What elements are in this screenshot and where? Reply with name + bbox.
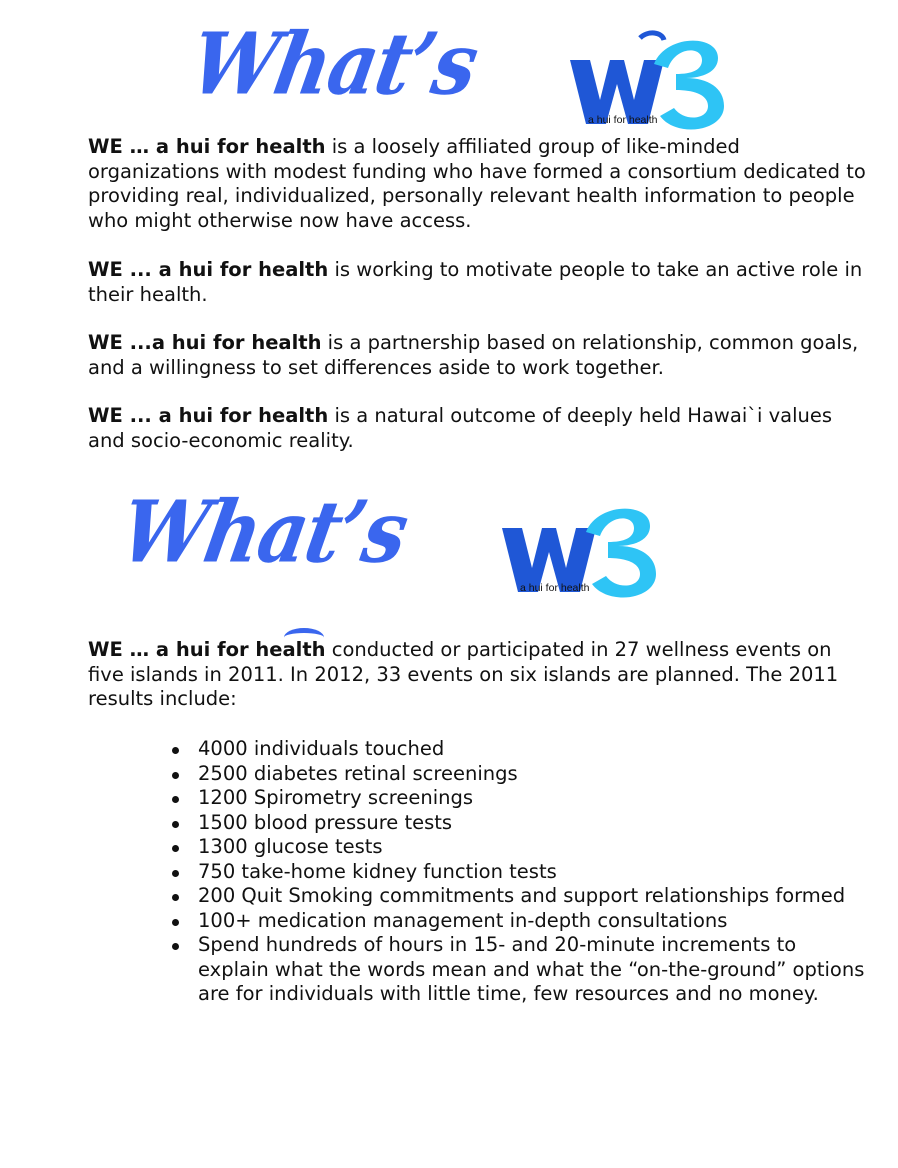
- paragraph-2: [88, 258, 868, 307]
- paragraph-lead: WE ...a hui for health: [88, 331, 322, 354]
- logo-tagline: a hui for health: [520, 582, 590, 594]
- list-item: 4000 individuals touched: [170, 737, 870, 762]
- paragraph-5: [88, 638, 868, 712]
- list-item: 1200 Spirometry screenings: [170, 786, 870, 811]
- paragraph-text: conducted or participated in 27 wellness events on five islands in 2011. In 2012, 33 events on six islands are planned. The 2011 results include:: [88, 638, 839, 710]
- list-item: 1300 glucose tests: [170, 835, 870, 860]
- paragraph-4: [88, 404, 868, 453]
- paragraph-lead: WE … a hui for health: [88, 135, 326, 158]
- paragraph-text: is a natural outcome of deeply held Hawai`i values and socio-economic reality.: [88, 404, 833, 452]
- list-item: 200 Quit Smoking commitments and support relationships formed: [170, 884, 870, 909]
- top-banner: [0, 14, 898, 140]
- paragraph-1: [88, 135, 868, 233]
- paragraph-lead: WE ... a hui for health: [88, 258, 329, 281]
- logo-e-shape: [586, 509, 656, 598]
- paragraph-text: is working to motivate people to take an active role in their health.: [88, 258, 863, 306]
- list-item: 2500 diabetes retinal screenings: [170, 762, 870, 787]
- bullet-icon: [172, 894, 179, 901]
- logo-tagline: a hui for health: [588, 114, 658, 126]
- we-logo: [500, 496, 660, 606]
- bullet-icon: [172, 870, 179, 877]
- bullet-icon: [172, 845, 179, 852]
- logo-e-shape: [654, 41, 724, 130]
- paragraph-3: [88, 331, 868, 380]
- bullet-icon: [172, 796, 179, 803]
- whats-heading: What’s: [183, 14, 484, 114]
- bullet-icon: [172, 772, 179, 779]
- list-item: 750 take-home kidney function tests: [170, 860, 870, 885]
- we-logo: [568, 28, 728, 138]
- results-list: [170, 737, 870, 1007]
- whats-heading: What’s: [113, 482, 414, 582]
- paragraph-text: is a loosely affiliated group of like-minded organizations with modest funding who have formed a consortium dedicated to providing real, individualized, personally relevant health information to people who might otherwise now have access.: [88, 135, 866, 232]
- list-item: 100+ medication management in-depth consultations: [170, 909, 870, 934]
- list-item: Spend hundreds of hours in 15- and 20-minute increments to explain what the words mean and what the “on-the-ground” options are for individuals with little time, few resources and no money.: [170, 933, 870, 1007]
- paragraph-lead: WE ... a hui for health: [88, 404, 329, 427]
- paragraph-text: is a partnership based on relationship, common goals, and a willingness to set differences aside to work together.: [88, 331, 859, 379]
- list-item: 1500 blood pressure tests: [170, 811, 870, 836]
- bottom-banner: [0, 482, 898, 608]
- bullet-icon: [172, 943, 179, 950]
- bullet-icon: [172, 919, 179, 926]
- bullet-icon: [172, 821, 179, 828]
- bullet-icon: [172, 747, 179, 754]
- paragraph-lead: WE … a hui for health: [88, 638, 326, 661]
